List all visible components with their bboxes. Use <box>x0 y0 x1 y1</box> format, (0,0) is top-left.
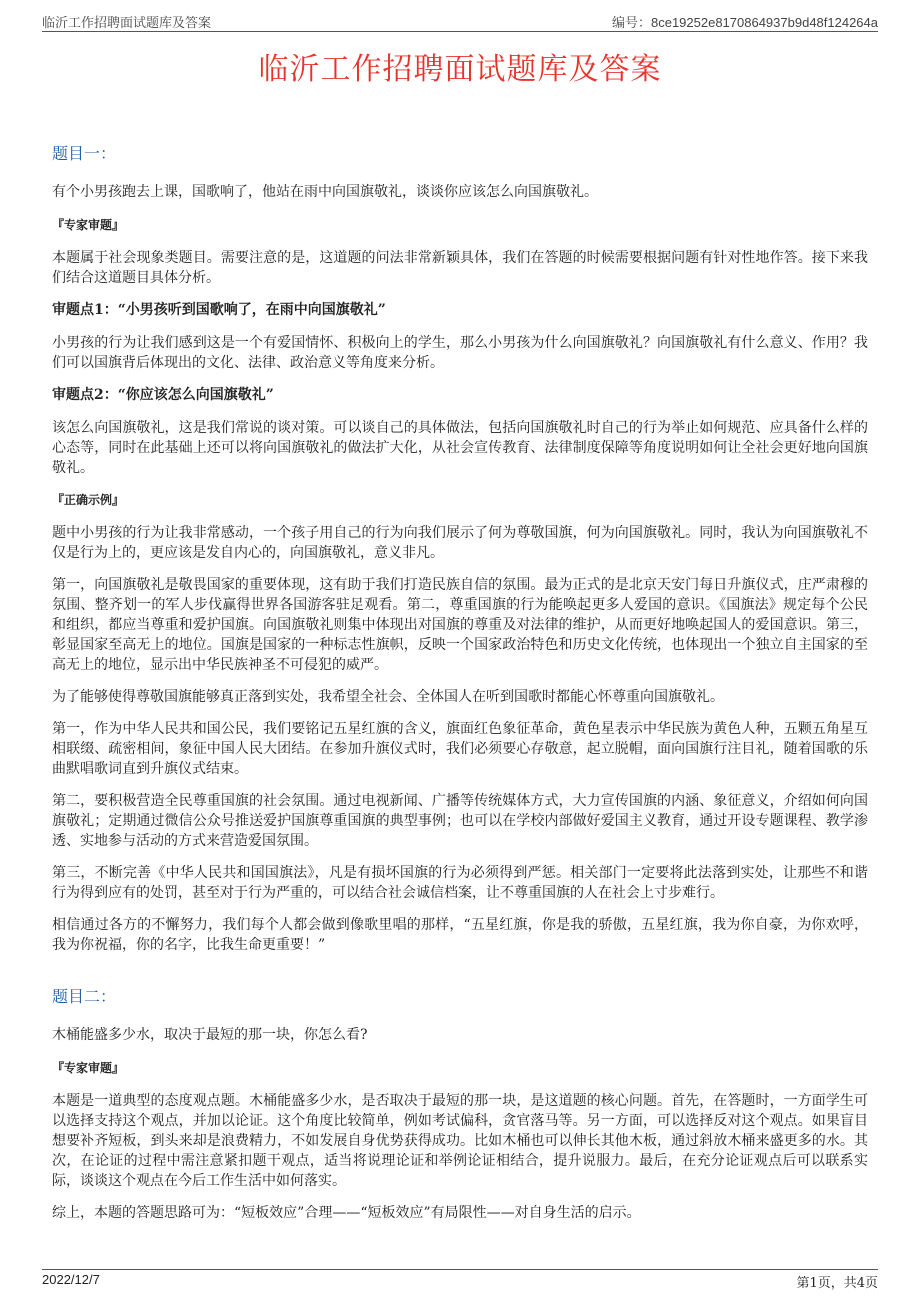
correct-example-label: 『正确示例』 <box>52 493 125 507</box>
question-heading: 题目一： <box>52 144 117 163</box>
example-paragraph: 相信通过各方的不懈努力，我们每个人都会做到像歌里唱的那样，“五星红旗，你是我的骄傲，五星红旗，我为你自豪，为你欢呼，我为你祝福，你的名字，比我生命更重要！” <box>52 917 868 953</box>
header-doc-number: 编号：8ce19252e8170864937b9d48f124264a <box>611 15 878 30</box>
question-1 <box>52 143 868 955</box>
question-text: 有个小男孩跑去上课，国歌响了，他站在雨中向国旗敬礼，谈谈你应该怎么向国旗敬礼。 <box>52 184 598 200</box>
question-text: 木桶能盛多少水，取决于最短的那一块，你怎么看? <box>52 1027 368 1043</box>
header-doc-title: 临沂工作招聘面试题库及答案 <box>42 16 212 31</box>
expert-intro: 本题属于社会现象类题目。需要注意的是，这道题的问法非常新颖具体，我们在答题的时候需要根据问题有针对性地作答。接下来我们结合这道题目具体分析。 <box>52 250 868 286</box>
header-divider <box>42 31 878 32</box>
example-paragraph: 第二，要积极营造全民尊重国旗的社会氛围。通过电视新闻、广播等传统媒体方式，大力宣传国旗的内涵、象征意义，介绍如何向国旗敬礼；定期通过微信公众号推送爱护国旗尊重国旗的典型事例；也可以在学校内部做好爱国主义教育，通过开设专题课程、教学渗透、实地参与活动的方式来营造爱国氛围。 <box>52 793 868 849</box>
review-point-title: 审题点1：“小男孩听到国歌响了，在雨中向国旗敬礼” <box>52 302 386 318</box>
document-body <box>52 143 868 1254</box>
example-paragraph: 第一，作为中华人民共和国公民，我们要铭记五星红旗的含义，旗面红色象征革命，黄色星表示中华民族为黄色人种，五颗五角星互相联缀、疏密相间，象征中国人民大团结。在参加升旗仪式时，我们必须要心存敬意，起立脱帽，面向国旗行注目礼，随着国歌的乐曲默唱歌词直到升旗仪式结束。 <box>52 721 868 777</box>
page-title: 临沂工作招聘面试题库及答案 <box>258 52 662 87</box>
expert-paragraph: 本题是一道典型的态度观点题。木桶能盛多少水，是否取决于最短的那一块，是这道题的核心问题。首先，在答题时，一方面学生可以选择支持这个观点，并加以论证。这个角度比较简单，例如考试偏科，贪官落马等。另一方面，可以选择反对这个观点。如果盲目想要补齐短板，到头来却是浪费精力，不如发展自身优势获得成功。比如木桶也可以伸长其他木板，通过斜放木桶来盛更多的水。其次，在论证的过程中需注意紧扣题干观点，适当将说理论证和举例论证相结合，提升说服力。最后，在充分论证观点后可以联系实际，谈谈这个观点在今后工作生活中如何落实。 <box>52 1093 868 1189</box>
review-point-text: 小男孩的行为让我们感到这是一个有爱国情怀、积极向上的学生，那么小男孩为什么向国旗敬礼？向国旗敬礼有什么意义、作用？我们可以国旗背后体现出的文化、法律、政治意义等角度来分析。 <box>52 335 868 371</box>
example-paragraph: 第三，不断完善《中华人民共和国国旗法》，凡是有损坏国旗的行为必须得到严惩。相关部门一定要将此法落到实处，让那些不和谐行为得到应有的处罚，甚至对于行为严重的，可以结合社会诚信档案，让不尊重国旗的人在社会上寸步难行。 <box>52 865 868 901</box>
question-2 <box>52 986 868 1223</box>
review-point-text: 该怎么向国旗敬礼，这是我们常说的谈对策。可以谈自己的具体做法，包括向国旗敬礼时自己的行为举止如何规范、应具备什么样的心态等，同时在此基础上还可以将向国旗敬礼的做法扩大化，从社会宣传教育、法律制度保障等角度说明如何让全社会更好地向国旗敬礼。 <box>52 420 868 476</box>
footer-date: 2022/12/7 <box>42 1272 100 1287</box>
footer-divider <box>42 1269 878 1270</box>
example-paragraph: 为了能够使得尊敬国旗能够真正落到实处，我希望全社会、全体国人在听到国歌时都能心怀尊重向国旗敬礼。 <box>52 689 724 705</box>
example-paragraph: 题中小男孩的行为让我非常感动，一个孩子用自己的行为向我们展示了何为尊敬国旗，何为向国旗敬礼。同时，我认为向国旗敬礼不仅是行为上的，更应该是发自内心的，向国旗敬礼，意义非凡。 <box>52 525 868 561</box>
expert-review-label: 『专家审题』 <box>52 218 125 232</box>
example-paragraph: 第一，向国旗敬礼是敬畏国家的重要体现，这有助于我们打造民族自信的氛围。最为正式的是北京天安门每日升旗仪式，庄严肃穆的氛围、整齐划一的军人步伐赢得世界各国游客驻足观看。第二，尊重国旗的行为能唤起更多人爱国的意识。《国旗法》规定每个公民和组织，都应当尊重和爱护国旗。向国旗敬礼则集中体现出对国旗的尊重及对法律的维护，从而更好地唤起国人的爱国意识。第三，彰显国家至高无上的地位。国旗是国家的一种标志性旗帜，反映一个国家政治特色和历史文化传统，也体现出一个独立自主国家的至高无上的地位，显示出中华民族神圣不可侵犯的威严。 <box>52 577 868 673</box>
expert-review-label: 『专家审题』 <box>52 1061 125 1075</box>
question-heading: 题目二： <box>52 987 117 1006</box>
footer-page-number: 第1页，共4页 <box>796 1276 878 1291</box>
expert-paragraph: 综上，本题的答题思路可为：“短板效应”合理——“短板效应”有局限性——对自身生活的启示。 <box>52 1205 641 1221</box>
review-point-title: 审题点2：“你应该怎么向国旗敬礼” <box>52 387 274 403</box>
